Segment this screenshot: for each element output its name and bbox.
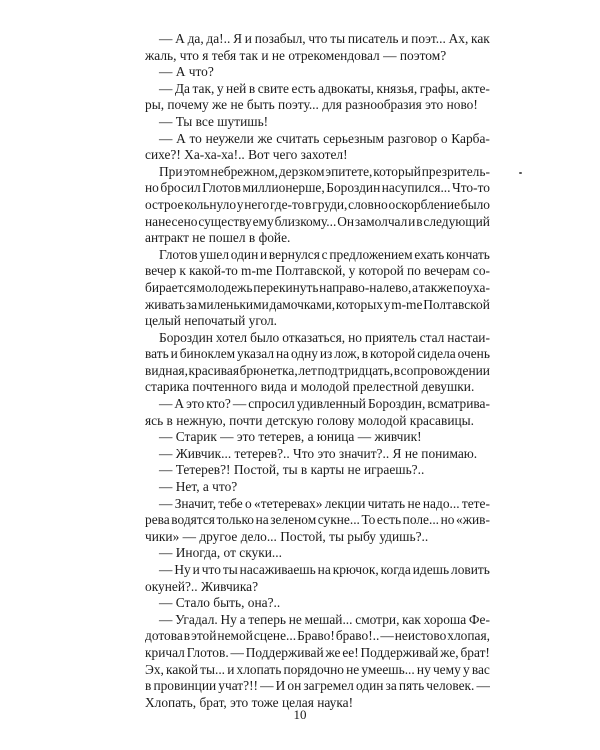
text-line: чики» — другое дело... Постой, ты рыбу удишь?.. bbox=[145, 528, 429, 544]
word: на bbox=[275, 346, 290, 362]
word: умеешь... bbox=[361, 661, 415, 677]
word: из bbox=[319, 346, 333, 362]
word: острое bbox=[145, 196, 184, 212]
word: так, bbox=[192, 80, 215, 96]
word: неистово bbox=[394, 628, 447, 644]
word: насаживаешь bbox=[239, 562, 316, 577]
text-line bbox=[145, 180, 490, 197]
word: в bbox=[361, 346, 369, 362]
word: хороша bbox=[423, 611, 467, 627]
word: Полтавской bbox=[423, 296, 490, 312]
word: на bbox=[255, 512, 269, 528]
word: мешай... bbox=[304, 611, 353, 627]
word: учат?!! bbox=[218, 678, 259, 694]
text-line: сихе?! Ха-ха-ха!.. Вот чего захотел! bbox=[145, 147, 348, 163]
word: да!.. bbox=[206, 31, 231, 46]
word: спросил bbox=[248, 396, 295, 412]
word: а bbox=[239, 611, 246, 627]
word: ты... bbox=[200, 661, 226, 677]
word: пять bbox=[398, 678, 425, 694]
word: какой bbox=[166, 661, 198, 677]
word: зеленом bbox=[270, 512, 317, 528]
word: Карба- bbox=[451, 130, 490, 146]
text-line bbox=[145, 363, 490, 380]
text-line: ры, почему же не быть поэту... для разнообразия это ново! bbox=[145, 97, 478, 113]
text-line: — Живчик... тетерев?.. Что это значит?.. Я не понимаю. bbox=[159, 445, 478, 461]
word: — bbox=[380, 628, 394, 644]
word: у bbox=[236, 196, 244, 212]
text-line bbox=[145, 81, 490, 98]
word: сопровождении bbox=[400, 362, 490, 378]
word: направо-налево, bbox=[319, 279, 412, 295]
word: со- bbox=[472, 263, 490, 279]
word: бросил bbox=[160, 180, 201, 196]
word: графы, bbox=[419, 80, 459, 96]
text-line bbox=[145, 346, 490, 363]
word: крючок, bbox=[332, 562, 379, 577]
word: сцене... bbox=[253, 628, 297, 644]
word: ловить bbox=[451, 562, 490, 577]
word: и bbox=[408, 213, 416, 229]
word: — bbox=[159, 495, 173, 511]
word: Да bbox=[174, 80, 190, 96]
word: нанесено bbox=[145, 213, 198, 229]
word: И bbox=[275, 678, 286, 694]
word: смотри, bbox=[355, 611, 400, 627]
text-line bbox=[145, 263, 490, 280]
word: Ну bbox=[174, 562, 191, 577]
word: идешь bbox=[412, 562, 450, 577]
text-line: старика почтенного вида и молодой прелестной девушки. bbox=[145, 379, 475, 395]
word: чему bbox=[432, 661, 461, 677]
text-line: антракт не пошел в фойе. bbox=[145, 230, 291, 246]
word: эпитете, bbox=[325, 163, 373, 179]
word: — bbox=[159, 130, 173, 146]
word: ее! bbox=[342, 644, 359, 660]
text-line bbox=[145, 247, 490, 264]
word: в bbox=[248, 80, 256, 96]
word: очень bbox=[457, 346, 490, 362]
word: «жив- bbox=[456, 512, 490, 528]
word: дотова bbox=[145, 628, 183, 644]
word: живать bbox=[145, 296, 186, 312]
word: серьезным bbox=[323, 130, 384, 146]
text-line: — Ты все шутишь! bbox=[159, 113, 269, 129]
text-line bbox=[145, 197, 490, 214]
word: стал bbox=[419, 329, 445, 345]
word: князья, bbox=[376, 80, 418, 96]
word: — bbox=[159, 396, 173, 412]
word: этой bbox=[191, 628, 217, 644]
word: один bbox=[230, 246, 259, 262]
text-line bbox=[145, 562, 490, 579]
text-line bbox=[145, 645, 490, 662]
word: Глотов bbox=[159, 246, 198, 262]
text-line bbox=[145, 496, 490, 513]
word: у bbox=[462, 661, 470, 677]
word: водятся bbox=[171, 512, 215, 528]
word: словно bbox=[348, 196, 388, 212]
text-line bbox=[145, 131, 490, 148]
text-line: — Нет, а что? bbox=[159, 479, 238, 495]
word: Значит, bbox=[174, 495, 217, 511]
word: ты bbox=[222, 562, 238, 577]
word: бирается bbox=[145, 279, 196, 295]
text-line bbox=[145, 628, 490, 645]
word: насупился... bbox=[381, 180, 451, 196]
word: ну bbox=[416, 661, 431, 677]
word: у bbox=[383, 296, 391, 312]
word: в bbox=[145, 678, 152, 694]
word: кольнуло bbox=[184, 196, 237, 212]
word: дамочками, bbox=[269, 296, 336, 312]
word: есть bbox=[376, 512, 402, 528]
text-line bbox=[145, 164, 490, 181]
word: настаи- bbox=[447, 329, 490, 345]
word: которых bbox=[335, 296, 383, 312]
word: m-me bbox=[241, 263, 273, 279]
word: видная, bbox=[145, 362, 188, 378]
word: как bbox=[471, 31, 490, 46]
word: в bbox=[183, 628, 191, 644]
word: загремел bbox=[303, 678, 354, 694]
word: тете- bbox=[461, 495, 490, 511]
word: не bbox=[407, 495, 421, 511]
word: Полтавской, bbox=[275, 263, 346, 279]
text-line: — Тетерев?! Постой, ты в карты не играешь?.. bbox=[159, 462, 425, 478]
word: биноклем bbox=[179, 346, 236, 362]
word: А bbox=[176, 130, 186, 146]
word: замолчал bbox=[354, 213, 408, 229]
word: брат! bbox=[460, 644, 490, 660]
word: отказаться, bbox=[282, 329, 346, 345]
word: ехать bbox=[414, 246, 445, 262]
text-line: ясь в нежную, почти детскую голову молодой красавицы. bbox=[145, 412, 475, 428]
word: указал bbox=[237, 346, 275, 362]
word: презритель- bbox=[421, 163, 490, 179]
word: же, bbox=[440, 644, 459, 660]
word: разговор bbox=[387, 130, 438, 146]
word: При bbox=[159, 163, 183, 179]
word: а bbox=[412, 279, 419, 295]
word: него bbox=[244, 196, 270, 212]
word: брюнетка, bbox=[239, 362, 298, 378]
word: вас bbox=[471, 661, 490, 677]
word: То bbox=[361, 512, 376, 528]
word: где-то bbox=[269, 196, 305, 212]
word: которой bbox=[370, 346, 416, 362]
word: Бороздин bbox=[326, 180, 381, 196]
word: за bbox=[185, 296, 198, 312]
word: Что-то bbox=[452, 180, 490, 196]
word: на bbox=[317, 562, 331, 577]
word: m-me bbox=[391, 296, 423, 312]
word: как bbox=[402, 611, 421, 627]
word: — bbox=[232, 396, 247, 412]
word: под bbox=[317, 362, 338, 378]
word: Браво! bbox=[297, 628, 335, 644]
word: вечер bbox=[145, 263, 177, 279]
word: красивая bbox=[188, 362, 240, 378]
word: Я bbox=[233, 31, 243, 46]
word: А bbox=[174, 396, 185, 412]
word: небрежном, bbox=[210, 163, 278, 179]
word: с bbox=[321, 246, 328, 262]
word: также bbox=[418, 279, 453, 295]
word: Бороздин, bbox=[367, 396, 426, 412]
word: Эх, bbox=[145, 661, 164, 677]
word: свите bbox=[257, 80, 289, 96]
word: надо... bbox=[422, 495, 460, 511]
word: акте- bbox=[461, 80, 490, 96]
word: он bbox=[287, 678, 302, 694]
word: лет bbox=[298, 362, 317, 378]
word: в bbox=[416, 213, 423, 229]
word: сидела bbox=[417, 346, 456, 362]
word: миленькими bbox=[197, 296, 269, 312]
word: всматрива- bbox=[427, 396, 490, 412]
word: ушел bbox=[199, 246, 230, 262]
word: в bbox=[393, 362, 401, 378]
page-text bbox=[145, 31, 490, 711]
word: провинции bbox=[153, 678, 217, 694]
word: и bbox=[260, 246, 268, 262]
word: хлопая, bbox=[447, 628, 490, 644]
word: и bbox=[192, 562, 200, 577]
word: лекции bbox=[324, 495, 366, 511]
word: но bbox=[440, 512, 455, 528]
word: порядочно bbox=[283, 661, 344, 677]
word: человек. bbox=[426, 678, 475, 694]
word: А bbox=[175, 31, 185, 46]
word: к bbox=[179, 263, 186, 279]
word: по bbox=[407, 263, 421, 279]
word: — bbox=[159, 562, 173, 577]
word: — bbox=[230, 644, 244, 660]
word: но bbox=[348, 329, 362, 345]
word: и bbox=[244, 31, 252, 46]
word: предложением bbox=[329, 246, 413, 262]
word: не bbox=[346, 661, 360, 677]
word: поэт... bbox=[411, 31, 446, 46]
text-line: — Старик — это тетерев, а юница — живчик! bbox=[159, 429, 422, 445]
word: Глотов bbox=[202, 180, 241, 196]
word: Поддерживай bbox=[360, 644, 439, 660]
text-line bbox=[145, 662, 490, 679]
word: было bbox=[250, 329, 280, 345]
word: дерзком bbox=[278, 163, 325, 179]
text-line: жаль, что я тебя так и не отрекомендовал — поэтом? bbox=[145, 47, 447, 63]
word: браво!.. bbox=[335, 628, 380, 644]
word: ты bbox=[330, 31, 346, 46]
word: немой bbox=[217, 628, 253, 644]
word: у bbox=[216, 80, 224, 96]
word: только bbox=[216, 512, 255, 528]
text-line bbox=[145, 678, 490, 695]
word: поле... bbox=[402, 512, 440, 528]
word: ней bbox=[226, 80, 247, 96]
word: же bbox=[325, 644, 341, 660]
word: что bbox=[308, 31, 328, 46]
text-line: целый непочатый угол. bbox=[145, 313, 278, 329]
word: у bbox=[348, 263, 356, 279]
word: удивленный bbox=[296, 396, 366, 412]
word: о bbox=[440, 130, 448, 146]
word: вечерам bbox=[424, 263, 470, 279]
word: — bbox=[476, 678, 490, 694]
word: неужели bbox=[205, 130, 254, 146]
word: о bbox=[245, 495, 252, 511]
word: Фе- bbox=[468, 611, 490, 627]
word: тридцать, bbox=[338, 362, 394, 378]
word: один bbox=[355, 678, 384, 694]
text-line bbox=[145, 297, 490, 314]
word: есть bbox=[291, 80, 316, 96]
word: — bbox=[260, 678, 274, 694]
text-line bbox=[145, 330, 490, 347]
word: за bbox=[385, 678, 397, 694]
text-line: — Иногда, от скуки... bbox=[159, 545, 282, 561]
word: миллионерше, bbox=[242, 180, 325, 196]
word: когда bbox=[380, 562, 411, 577]
word: который bbox=[373, 163, 421, 179]
word: не bbox=[288, 611, 302, 627]
word: Угадал. bbox=[175, 611, 218, 627]
text-line bbox=[145, 612, 490, 629]
word: что bbox=[201, 562, 221, 577]
word: которой bbox=[358, 263, 404, 279]
word: и bbox=[170, 346, 178, 362]
word: груди, bbox=[312, 196, 348, 212]
word: молодежь bbox=[196, 279, 253, 295]
word: позабыл, bbox=[254, 31, 306, 46]
word: лож, bbox=[334, 346, 360, 362]
text-line: — А что? bbox=[159, 64, 214, 80]
word: Бороздин bbox=[159, 329, 213, 345]
text-line: окуней?.. Живчика? bbox=[145, 578, 259, 594]
word: кричал bbox=[145, 644, 185, 660]
text-line: — Стало быть, она?.. bbox=[159, 595, 281, 611]
word: Ну bbox=[220, 611, 237, 627]
word: писатель bbox=[347, 31, 399, 46]
word: хлопать bbox=[236, 661, 282, 677]
word: Он bbox=[337, 213, 355, 229]
word: да, bbox=[187, 31, 204, 46]
word: адвокаты, bbox=[318, 80, 374, 96]
word: какой-то bbox=[189, 263, 238, 279]
word: — bbox=[159, 31, 173, 46]
word: же bbox=[257, 130, 273, 146]
word: и bbox=[401, 31, 409, 46]
text-line bbox=[145, 280, 490, 297]
word: — bbox=[159, 80, 173, 96]
word: это bbox=[186, 396, 205, 412]
word: следующий bbox=[423, 213, 490, 229]
word: вернулся bbox=[268, 246, 320, 262]
word: Ах, bbox=[448, 31, 469, 46]
word: но bbox=[145, 180, 159, 196]
word: приятель bbox=[364, 329, 417, 345]
word: сукне... bbox=[317, 512, 360, 528]
text-line bbox=[145, 31, 490, 48]
word: существу bbox=[198, 213, 252, 229]
word: кончать bbox=[445, 246, 490, 262]
word: «тетеревах» bbox=[254, 495, 323, 511]
word: перекинуть bbox=[253, 279, 319, 295]
word: Глотов. bbox=[186, 644, 229, 660]
text-line bbox=[145, 214, 490, 231]
word: — bbox=[159, 611, 173, 627]
word: Поддерживай bbox=[245, 644, 324, 660]
word: хотел bbox=[215, 329, 248, 345]
word: оскорбление bbox=[388, 196, 461, 212]
word: тебе bbox=[218, 495, 243, 511]
word: считать bbox=[276, 130, 320, 146]
text-line bbox=[145, 512, 490, 529]
scan-speck bbox=[519, 172, 522, 174]
text-line bbox=[145, 396, 490, 413]
word: одну bbox=[290, 346, 318, 362]
text-line: Хлопать, брат, это тоже целая наука! bbox=[145, 694, 354, 710]
word: рева bbox=[145, 512, 170, 528]
word: читать bbox=[367, 495, 406, 511]
word: то bbox=[189, 130, 202, 146]
word: было bbox=[460, 196, 490, 212]
word: поуха- bbox=[452, 279, 490, 295]
word: и bbox=[227, 661, 235, 677]
word: ему bbox=[252, 213, 274, 229]
word: близкому... bbox=[274, 213, 337, 229]
word: теперь bbox=[248, 611, 287, 627]
word: в bbox=[305, 196, 312, 212]
word: кто? bbox=[206, 396, 231, 412]
word: этом bbox=[183, 163, 210, 179]
page-number: 10 bbox=[293, 707, 307, 722]
word: вать bbox=[145, 346, 169, 362]
